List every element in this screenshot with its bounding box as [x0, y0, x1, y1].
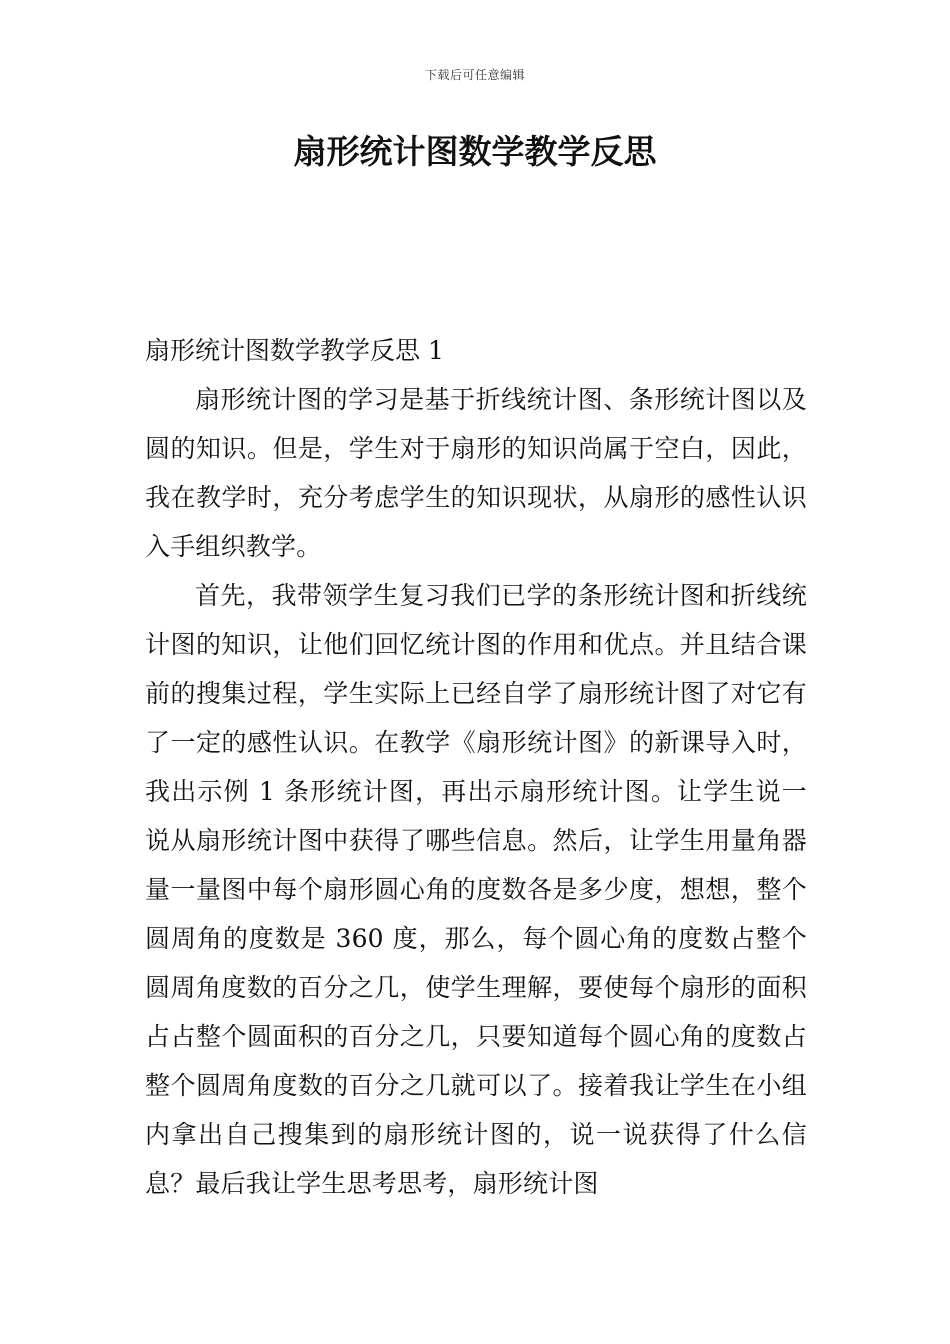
document-body: [145, 326, 807, 1208]
section-heading: 扇形统计图数学教学反思 1: [145, 336, 444, 365]
paragraph-2: 首先，我带领学生复习我们已学的条形统计图和折线统计图的知识，让他们回忆统计图的作用和优点。并且结合课前的搜集过程，学生实际上已经自学了扇形统计图了对它有了一定的感性认识。在教学《扇形统计图》的新课导入时，我出示例 1 条形统计图，再出示扇形统计图。让学生说一说从扇形统计图中获得了哪些信息。然后，让学生用量角器量一量图中每个扇形圆心角的度数各是多少度，想想，整个圆周角的度数是 360 度，那么，每个圆心角的度数占整个圆周角度数的百分之几，使学生理解，要使每个扇形的面积占占整个圆面积的百分之几，只要知道每个圆心角的度数占整个圆周角度数的百分之几就可以了。接着我让学生在小组内拿出自己搜集到的扇形统计图的，说一说获得了什么信息？最后我让学生思考思考，扇形统计图: [145, 581, 807, 1198]
header-note: 下载后可任意编辑: [424, 68, 525, 82]
paragraph-1: 扇形统计图的学习是基于折线统计图、条形统计图以及圆的知识。但是，学生对于扇形的知识尚属于空白，因此，我在教学时，充分考虑学生的知识现状，从扇形的感性认识入手组织教学。: [145, 385, 807, 561]
document-title: 扇形统计图数学教学反思: [293, 132, 657, 171]
